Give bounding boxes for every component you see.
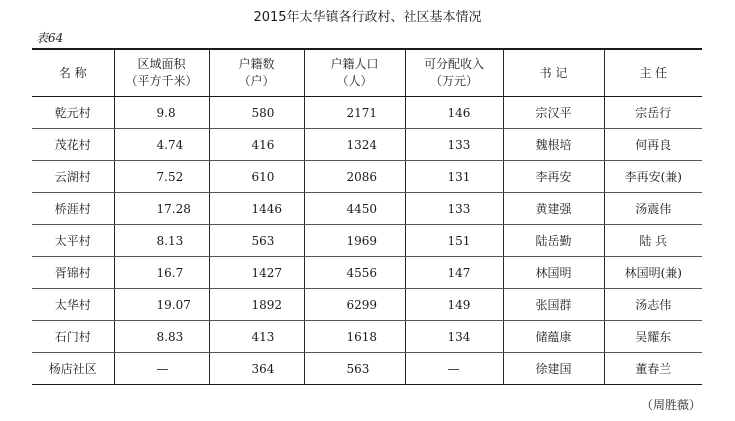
table-row	[32, 225, 702, 257]
cell-secretary: 林国明	[503, 257, 604, 289]
cell-income: 131	[405, 161, 503, 193]
cell-director: 吴耀东	[604, 321, 702, 353]
column-header-secretary	[503, 49, 604, 97]
cell-population: 1618	[304, 321, 405, 353]
table-body	[32, 97, 702, 385]
cell-population: 4450	[304, 193, 405, 225]
cell-director: 林国明(兼)	[604, 257, 702, 289]
cell-income: —	[405, 353, 503, 385]
cell-secretary: 宗汉平	[503, 97, 604, 129]
cell-director: 何再良	[604, 129, 702, 161]
column-header-label: 书 记	[539, 65, 568, 80]
cell-income: 146	[405, 97, 503, 129]
cell-name: 云湖村	[32, 161, 114, 193]
cell-households: 563	[209, 225, 304, 257]
table-header	[32, 49, 702, 97]
cell-households: 416	[209, 129, 304, 161]
cell-households: 364	[209, 353, 304, 385]
table-row	[32, 97, 702, 129]
column-header-unit: （人）	[336, 74, 373, 88]
column-header-income	[405, 49, 503, 97]
cell-income: 134	[405, 321, 503, 353]
cell-name: 桥涯村	[32, 193, 114, 225]
cell-director: 董春兰	[604, 353, 702, 385]
cell-area: 19.07	[114, 289, 209, 321]
cell-income: 147	[405, 257, 503, 289]
cell-population: 4556	[304, 257, 405, 289]
cell-secretary: 徐建国	[503, 353, 604, 385]
cell-secretary: 陆岳勤	[503, 225, 604, 257]
column-header-households	[209, 49, 304, 97]
cell-population: 1969	[304, 225, 405, 257]
cell-income: 149	[405, 289, 503, 321]
cell-name: 茂花村	[32, 129, 114, 161]
column-header-area	[114, 49, 209, 97]
column-header-label: 区域面积	[137, 57, 186, 71]
cell-income: 133	[405, 129, 503, 161]
table-title: 2015年太华镇各行政村、社区基本情况	[253, 10, 482, 25]
cell-area: 8.13	[114, 225, 209, 257]
cell-population: 2171	[304, 97, 405, 129]
column-header-unit: （户）	[238, 74, 275, 88]
cell-director: 李再安(兼)	[604, 161, 702, 193]
column-header-label: 主 任	[639, 65, 668, 80]
cell-population: 563	[304, 353, 405, 385]
cell-name: 太华村	[32, 289, 114, 321]
table-row	[32, 321, 702, 353]
table-number: 表64	[36, 31, 64, 45]
cell-director: 陆 兵	[604, 225, 702, 257]
cell-households: 1427	[209, 257, 304, 289]
cell-area: 16.7	[114, 257, 209, 289]
village-statistics-table	[32, 48, 702, 385]
table-row	[32, 257, 702, 289]
cell-name: 杨店社区	[32, 353, 114, 385]
cell-area: 17.28	[114, 193, 209, 225]
table-row	[32, 353, 702, 385]
column-header-label: 名 称	[58, 65, 87, 80]
cell-area: 7.52	[114, 161, 209, 193]
cell-population: 2086	[304, 161, 405, 193]
cell-income: 133	[405, 193, 503, 225]
cell-secretary: 储蕴康	[503, 321, 604, 353]
cell-households: 610	[209, 161, 304, 193]
cell-area: —	[114, 353, 209, 385]
column-header-population	[304, 49, 405, 97]
data-table-container	[32, 48, 702, 385]
column-header-label: 户籍数	[238, 57, 275, 71]
table-row	[32, 289, 702, 321]
cell-households: 580	[209, 97, 304, 129]
cell-name: 胥锦村	[32, 257, 114, 289]
table-row	[32, 161, 702, 193]
cell-director: 宗岳行	[604, 97, 702, 129]
cell-households: 1892	[209, 289, 304, 321]
table-row	[32, 129, 702, 161]
column-header-label: 户籍人口	[330, 57, 379, 71]
cell-secretary: 李再安	[503, 161, 604, 193]
table-row	[32, 193, 702, 225]
cell-director: 汤震伟	[604, 193, 702, 225]
column-header-name	[32, 49, 114, 97]
cell-households: 413	[209, 321, 304, 353]
cell-population: 6299	[304, 289, 405, 321]
cell-secretary: 黄建强	[503, 193, 604, 225]
cell-area: 4.74	[114, 129, 209, 161]
cell-name: 石门村	[32, 321, 114, 353]
cell-area: 8.83	[114, 321, 209, 353]
column-header-label: 可分配收入	[423, 57, 484, 71]
column-header-director	[604, 49, 702, 97]
header-row	[32, 49, 702, 97]
cell-name: 乾元村	[32, 97, 114, 129]
author-note: （周胜薇）	[640, 398, 701, 412]
cell-population: 1324	[304, 129, 405, 161]
cell-director: 汤志伟	[604, 289, 702, 321]
column-header-unit: （万元）	[429, 74, 478, 88]
cell-secretary: 张国群	[503, 289, 604, 321]
column-header-unit: （平方千米）	[125, 74, 198, 88]
cell-secretary: 魏根培	[503, 129, 604, 161]
cell-area: 9.8	[114, 97, 209, 129]
cell-income: 151	[405, 225, 503, 257]
cell-households: 1446	[209, 193, 304, 225]
cell-name: 太平村	[32, 225, 114, 257]
